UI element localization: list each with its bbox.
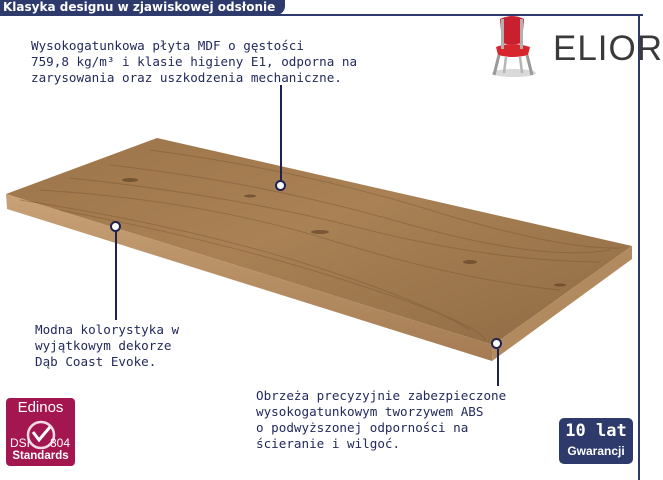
feature-color-text: Modna kolorystyka w wyjątkowym dekorze Dąb Coast Evoke. bbox=[35, 322, 180, 369]
edinos-code-right: 804 bbox=[50, 436, 71, 450]
callout-marker-edge bbox=[491, 338, 502, 349]
callout-marker-color bbox=[110, 221, 121, 232]
callout-line-color bbox=[115, 230, 117, 320]
feature-edge-text: Obrzeża precyzyjnie zabezpieczone wysokogatunkowym tworzywem ABS o podwyższonej odporności na ścieranie i wilgoć. bbox=[256, 388, 507, 451]
callout-marker-material bbox=[275, 180, 286, 191]
brand-name: ELIOR bbox=[553, 29, 663, 68]
page-title: Klasyka designu w zjawiskowej odsłonie bbox=[0, 0, 285, 15]
feature-material-text: Wysokogatunkowa płyta MDF o gęstości 759,8 kg/m³ i klasie higieny E1, odporna na zarysowania oraz uszkodzenia mechaniczne. bbox=[31, 38, 358, 85]
callout-line-edge bbox=[497, 349, 499, 386]
edinos-standards-badge bbox=[6, 398, 75, 466]
warranty-label: Gwarancji bbox=[567, 444, 625, 458]
edinos-subtitle: Standards bbox=[12, 450, 69, 462]
edinos-code-left: DSI bbox=[10, 436, 31, 450]
callout-line-material bbox=[280, 85, 282, 186]
warranty-years: 10 lat bbox=[565, 421, 627, 441]
warranty-badge bbox=[559, 418, 633, 464]
edinos-title: Edinos bbox=[17, 399, 64, 416]
